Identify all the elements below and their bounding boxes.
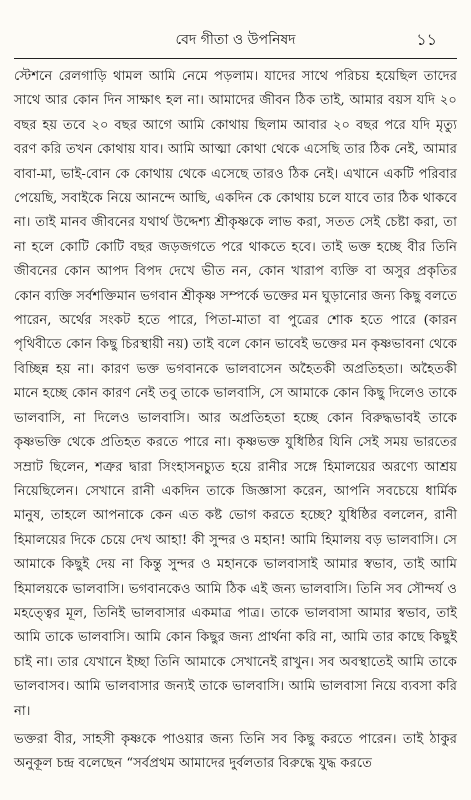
running-title: বেদ গীতা ও উপনিষদ (175, 32, 296, 48)
page-header (14, 30, 457, 52)
paragraph: ভক্তরা বীর, সাহসী কৃষ্ণকে পাওয়ার জন্য তিনি সব কিছু করতে পারেন। তাই ঠাকুর অনুকূল চন্দ্র বলেছেন “সর্বপ্রথম আমাদের দুর্বলতার বিরুদ্ধে যুদ্ধ করতে (14, 731, 457, 772)
paragraph: স্টেশনে রেলগাড়ি থামল আমি নেমে পড়লাম। যাদের সাথে পরিচয় হয়েছিল তাদের সাথে আর কোন দিন সাক্ষাৎ হল না। আমাদের জীবন ঠিক তাই, আমার বয়স যদি ২০ বছর হয় তবে ২০ বছর আগে আমি কোথায় ছিলাম আবার ২০ বছর পরে যদি মৃত্যু বরণ করি তখন কোথায় যাব। আমি আত্মা কোথা থেকে এসেছি তার ঠিক নেই, আমার বাবা-মা, ভাই-বোন কে কোথায় থেকে এসেছে তারও ঠিক নেই। এখানে একটি পরিবার পেয়েছি, সবাইকে নিয়ে আনন্দে আছি, একদিন কে কোথায় চলে যাবে তার ঠিক থাকবে না। তাই মানব জীবনের যথার্থ উদ্দেশ্য শ্রীকৃষ্ণকে লাভ করা, সতত সেই চেষ্টা করা, তা না হলে কোটি কোটি বছর জড়জগতে পরে থাকতে হবে। তাই ভক্ত হচ্ছে বীর তিনি জীবনের কোন আপদ বিপদ দেখে ভীত নন, কোন খারাপ ব্যক্তি বা অসুর প্রকৃতির কোন ব্যক্তি সর্বশক্তিমান ভগবান শ্রীকৃষ্ণ সম্পর্কে ভক্তের মন ঘুড়ানোর জন্য কিছু বলতে পারেন, অর্থের সংকট হতে পারে, পিতা-মাতা বা পুত্রের শোক হতে পারে (কারন পৃথিবীতে কোন কিছু চিরস্থায়ী নয়) তাই বলে কোন ভাবেই ভক্তের মন কৃষ্ণভাবনা থেকে বিচ্ছিন্ন হয় না। কারণ ভক্ত ভগবানকে ভালবাসেন অহৈতকী অপ্রতিহতা। অহৈতকী মানে হচ্ছে কোন কারণ নেই তবু তাকে ভালবাসি, সে আমাকে কোন কিছু দিলেও তাকে ভালবাসি, না দিলেও ভালবাসি। আর অপ্রতিহতা হচ্ছে কোন বিরুদ্ধভাবই তাকে কৃষ্ণভক্তি থেকে প্রতিহত করতে পারে না। কৃষ্ণভক্ত যুধিষ্ঠির যিনি সেই সময় ভারতের সম্রাট ছিলেন, শত্রুর দ্বারা সিংহাসনচ্যুত হয়ে রানীর সঙ্গে হিমালয়ের অরণ্যে আশ্রয় নিয়েছিলেন। সেখানে রানী একদিন তাকে জিজ্ঞাসা করেন, আপনি সবচেয়ে ধার্মিক মানুষ, তাহলে আপনাকে কেন এত কষ্ট ভোগ করতে হচ্ছে? যুধিষ্ঠির বললেন, রানী হিমালয়ের দিকে চেয়ে দেখ আহা! কী সুন্দর ও মহান! আমি হিমালয় বড় ভালবাসি। সে আমাকে কিছুই দেয় না কিন্তু সুন্দর ও মহানকে ভালবাসাই আমার স্বভাব, তাই আমি হিমালয়কে ভালবাসি। ভগবানকেও আমি ঠিক এই জন্য ভালবাসি। তিনি সব সৌন্দর্য ও মহত্ত্বের মূল, তিনিই ভালবাসার একমাত্র পাত্র। তাকে ভালবাসা আমার স্বভাব, তাই আমি তাকে ভালবাসি। আমি কোন কিছুর জন্য প্রার্থনা করি না, আমি তার কাছে কিছুই চাই না। তার যেখানে ইচ্ছা তিনি আমাকে সেখানেই রাখুন। সব অবস্থাতেই আমি তাকে ভালবাসব। আমি ভালবাসার জন্যই তাকে ভালবাসি। আমি ভালবাসা নিয়ে ব্যবসা করি না। (14, 69, 457, 719)
page-number: ১১ (416, 30, 437, 49)
header-rule (14, 58, 457, 59)
body-text (14, 65, 457, 777)
